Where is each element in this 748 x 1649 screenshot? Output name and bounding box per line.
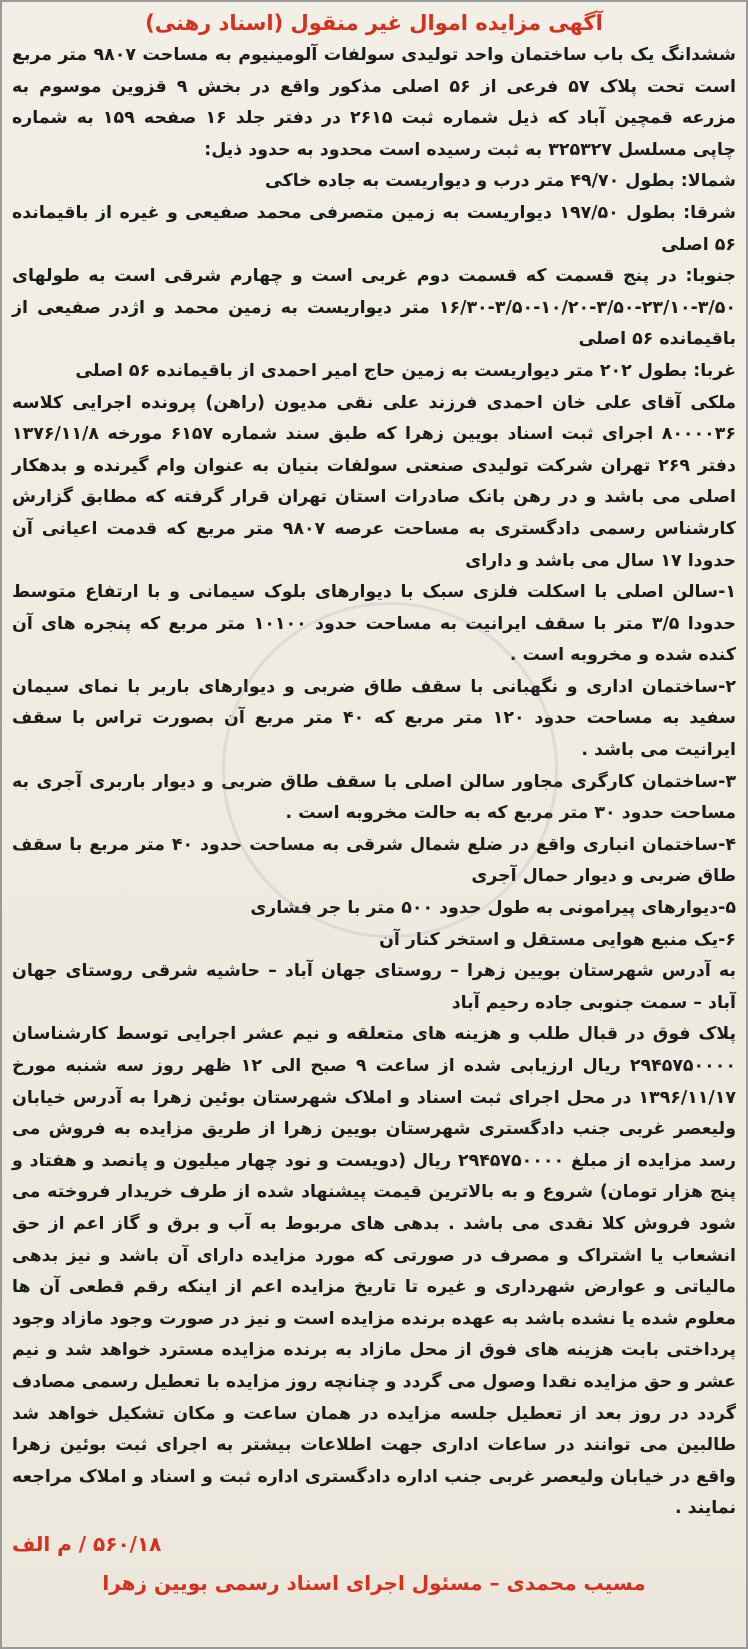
boundary-east: شرقا: بطول ۱۹۷/۵۰ دیواریست به زمین متصرفی محمد صفیعی و غیره از باقیمانده ۵۶ اصلی [12, 202, 736, 255]
reference-number: ۵۶۰/۱۸ / م الف [12, 1531, 162, 1556]
notice-body [12, 40, 736, 1525]
signature-line: مسیب محمدی – مسئول اجرای اسناد رسمی بویین زهرا [102, 1570, 646, 1595]
item-office-building: ۲-ساختمان اداری و نگهبانی با سقف طاق ضربی و دیوارهای باربر با نمای سیمان سفید به مساحت حدود ۱۲۰ متر مربع که ۴۰ متر مربع آن بصورت تراس با سقف ایرانیت می باشد . [12, 676, 736, 761]
boundary-south: جنوبا: در پنج قسمت که قسمت دوم غربی است و چهارم شرقی است به طولهای ۳/۵۰-۲۳/۱۰-۳/۵۰-۱۰/۲۰-۳/۵۰-۱۶/۳۰ متر دیواریست به زمین محمد و اژدر صفیعی از باقیمانده ۵۶ اصلی [12, 266, 736, 350]
item-water-tank: ۶-یک منبع هوایی مستقل و استخر کنار آن [379, 929, 736, 950]
item-main-hall: ۱-سالن اصلی با اسکلت فلزی سبک با دیوارهای بلوک سیمانی و با ارتفاع متوسط حدودا ۳/۵ متر با سقف ایرانیت به مساحت حدود ۱۰۱۰۰ متر مربع که پنجره های آن کنده شده و مخروبه است . [12, 582, 736, 666]
property-description: ششدانگ یک باب ساختمان واحد تولیدی سولفات آلومینیوم به مساحت ۹۸۰۷ متر مربع است تحت پلاک ۵۷ فرعی از ۵۶ اصلی مذکور واقع در بخش ۹ قزوین موسوم به مزرعه قمچین آباد که ذیل شماره ثبت ۲۶۱۵ در دفتر جلد ۱۶ صفحه ۱۵۹ به شماره چاپی مسلسل ۳۲۵۳۲۷ به ثبت رسیده است محدود به حدود ذیل: [12, 45, 736, 160]
notice-title: آگهی مزایده اموال غیر منقول (اسناد رهنی) [145, 11, 603, 35]
item-warehouse: ۴-ساختمان انباری واقع در ضلع شمال شرقی به مساحت حدود ۴۰ متر مربع با سقف طاق ضربی و دیوار حمال آجری [12, 834, 736, 887]
item-perimeter-walls: ۵-دیوارهای پیرامونی به طول حدود ۵۰۰ متر با جر فشاری [250, 898, 736, 919]
auction-terms: پلاک فوق در قبال طلب و هزینه های متعلقه و نیم عشر اجرایی توسط کارشناسان ۲۹۴۵۷۵۰۰۰۰ ریال ارزیابی شده از ساعت ۹ صبح الی ۱۲ ظهر روز سه شنبه مورخ ۱۳۹۶/۱۱/۱۷ در محل اجرای ثبت اسناد و املاک شهرستان بوئین زهرا به آدرس خیابان ولیعصر غربی جنب دادگستری شهرستان بویین زهرا از طریق مزایده به فروش می رسد مزایده از مبلغ ۲۹۴۵۷۵۰۰۰۰ ریال (دویست و نود چهار میلیون و پانصد و هفتاد و پنج هزار تومان) شروع و به بالاترین قیمت پیشنهاد شده از طرف خریدار فروخته می شود فروش کلا نقدی می باشد . بدهی های مربوط به آب و برق و گاز اعم از حق انشعاب یا اشتراک و مصرف در صورتی که مورد مزایده دارای آن باشد و نیز بدهی مالیاتی و عوارض شهرداری و غیره تا تاریخ مزایده اعم از اینکه رقم قطعی آن ها معلوم شده یا نشده باشد به عهده برنده مزایده است و نیز در صورت وجود مازاد وجود پرداختی بابت هزینه های فوق از محل مازاد به برنده مزایده مسترد خواهد شد و نیم عشر و حق مزایده نقدا وصول می گردد و چنانچه روز مزایده با تعطیل رسمی مصادف گردد در روز بعد از تعطیل جلسه مزایده در همان ساعت و مکان تشکیل خواهد شد طالبین می توانند در ساعات اداری جهت اطلاعات بیشتر به اجرای ثبت بوئین زهرا واقع در خیابان ولیعصر غربی جنب اداره دادگستری اداره ثبت و اسناد و املاک مراجعه نمایند . [12, 1024, 737, 1519]
boundary-west: غربا: بطول ۲۰۲ متر دیواریست به زمین حاج امیر احمدی از باقیمانده ۵۶ اصلی [75, 360, 736, 381]
item-worker-building: ۳-ساختمان کارگری مجاور سالن اصلی با سقف طاق ضربی و دیوار باربری آجری به مساحت حدود ۳۰ متر مربع که به حالت مخروبه است . [12, 771, 736, 824]
boundary-north: شمالا: بطول ۴۹/۷۰ متر درب و دیواریست به جاده خاکی [265, 171, 736, 192]
property-address: به آدرس شهرستان بویین زهرا – روستای جهان آباد – حاشیه شرقی روستای جهان آباد – سمت جنوبی جاده رحیم آباد [12, 961, 736, 1013]
ownership-paragraph: ملکی آقای علی خان احمدی فرزند علی نقی مدیون (راهن) پرونده اجرایی کلاسه ۸۰۰۰۰۳۶ اجرای ثبت اسناد بویین زهرا که طبق سند شماره ۶۱۵۷ مورخه ۱۳۷۶/۱۱/۸ دفتر ۲۶۹ تهران شرکت تولیدی صنعتی سولفات بنیان به عنوان وام گیرنده و بدهکار اصلی می باشد و در رهن بانک صادرات استان تهران قرار گرفته که مطابق گزارش کارشناس رسمی دادگستری به مساحت عرصه ۹۸۰۷ متر مربع که قدمت اعیانی آن حدودا ۱۷ سال می باشد و دارای [12, 392, 737, 571]
